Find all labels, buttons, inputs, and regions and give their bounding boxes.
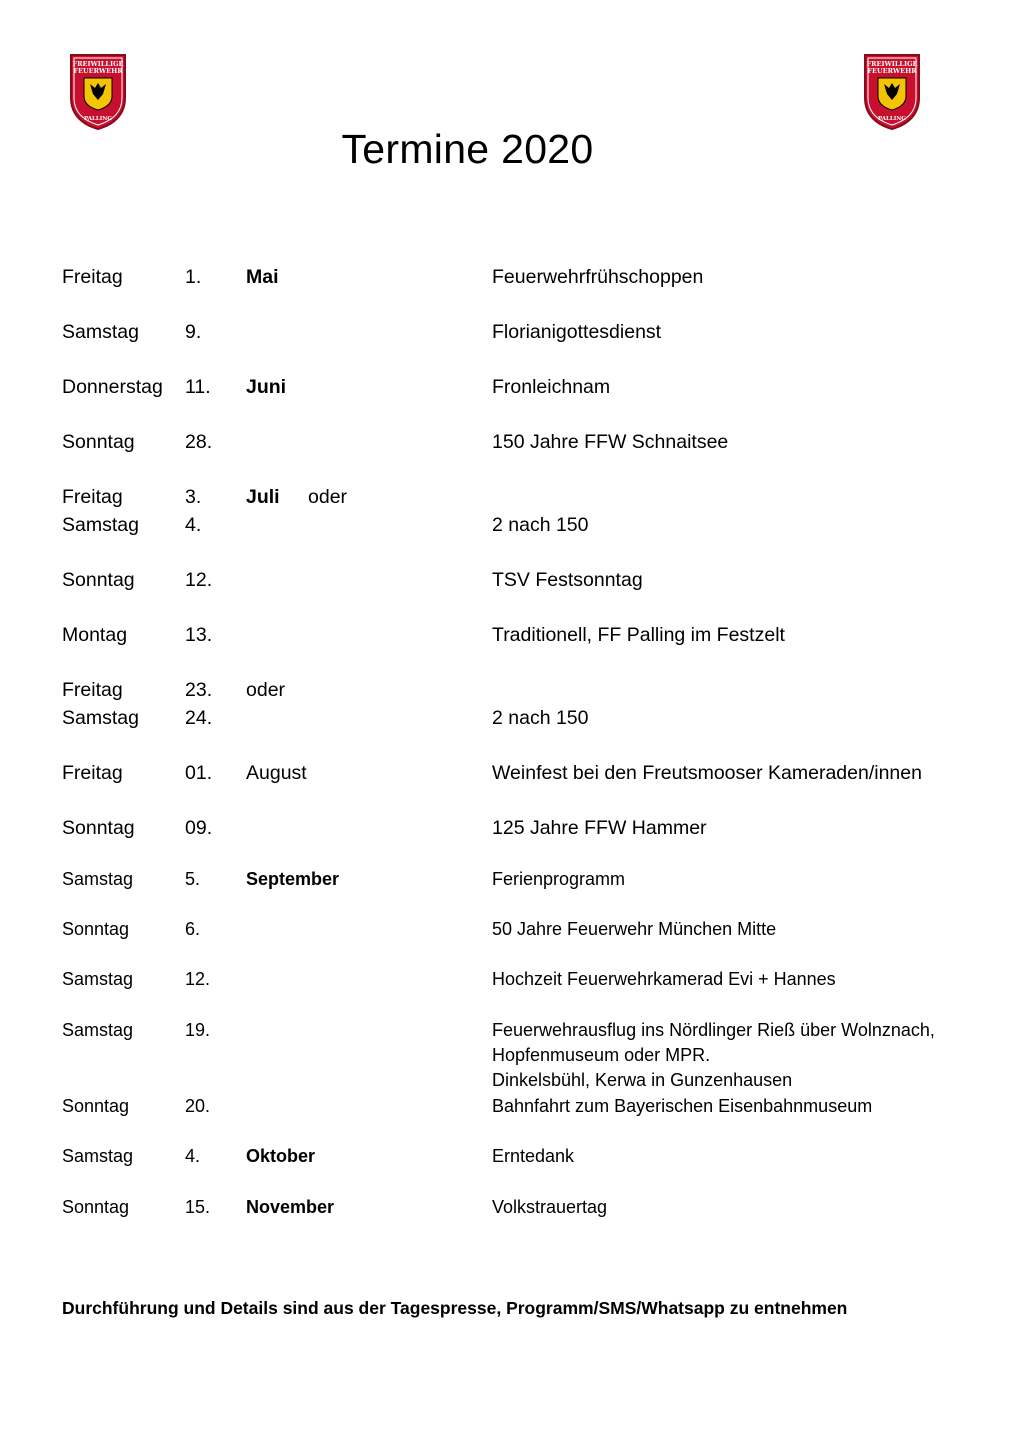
weekday-label: Samstag xyxy=(62,969,134,989)
date-number: 5. xyxy=(185,869,201,889)
schedule-row xyxy=(0,1070,1017,1098)
date-number: 19. xyxy=(185,1020,211,1040)
month-label: Mai xyxy=(246,266,279,288)
date-number: 11. xyxy=(185,376,211,398)
weekday-label: Samstag xyxy=(62,1146,134,1166)
date-number: 09. xyxy=(185,817,213,839)
weekday-label: Freitag xyxy=(62,762,123,784)
weekday-label: Sonntag xyxy=(62,1096,130,1116)
schedule-row xyxy=(0,321,1017,349)
date-number: 4. xyxy=(185,514,202,536)
alternative-label: oder xyxy=(308,486,348,508)
fire-department-logo-left xyxy=(68,52,128,130)
date-number: 28. xyxy=(185,431,213,453)
weekday-label: Sonntag xyxy=(62,431,135,453)
event-label: Feuerwehrausflug ins Nördlinger Rieß über Wolnznach, xyxy=(492,1020,935,1040)
event-label: TSV Festsonntag xyxy=(492,569,643,591)
svg-text:FREIWILLIGE: FREIWILLIGE xyxy=(72,60,124,68)
date-number: 4. xyxy=(185,1146,201,1166)
month-label: Oktober xyxy=(246,1146,316,1166)
month-label: Juli xyxy=(246,486,280,508)
event-label: 125 Jahre FFW Hammer xyxy=(492,817,707,839)
schedule-row xyxy=(0,514,1017,542)
month-label: November xyxy=(246,1197,335,1217)
event-label: Florianigottesdienst xyxy=(492,321,662,343)
weekday-label: Samstag xyxy=(62,707,139,729)
schedule-row xyxy=(0,486,1017,514)
weekday-label: Sonntag xyxy=(62,919,130,939)
schedule-row xyxy=(0,817,1017,845)
date-number: 01. xyxy=(185,762,213,784)
schedule-row xyxy=(0,679,1017,707)
month-label: September xyxy=(246,869,340,889)
event-label: Weinfest bei den Freutsmooser Kameraden/innen xyxy=(492,762,922,784)
weekday-label: Samstag xyxy=(62,321,139,343)
schedule-row xyxy=(0,869,1017,897)
date-number: 12. xyxy=(185,569,213,591)
event-label: Ferienprogramm xyxy=(492,869,626,889)
date-number: 9. xyxy=(185,321,202,343)
event-label: 50 Jahre Feuerwehr München Mitte xyxy=(492,919,777,939)
schedule-row xyxy=(0,969,1017,997)
event-label: Traditionell, FF Palling im Festzelt xyxy=(492,624,785,646)
weekday-label: Sonntag xyxy=(62,817,135,839)
date-number: 20. xyxy=(185,1096,211,1116)
weekday-label: Sonntag xyxy=(62,569,135,591)
svg-text:FEUERWEHR: FEUERWEHR xyxy=(867,67,917,75)
schedule-row xyxy=(0,266,1017,294)
schedule-row xyxy=(0,1146,1017,1174)
event-label: Bahnfahrt zum Bayerischen Eisenbahnmuseum xyxy=(492,1096,873,1116)
event-label: 150 Jahre FFW Schnaitsee xyxy=(492,431,729,453)
page-title: Termine 2020 xyxy=(341,126,594,172)
month-label: August xyxy=(246,762,307,784)
svg-text:FREIWILLIGE: FREIWILLIGE xyxy=(866,60,918,68)
date-number: 6. xyxy=(185,919,201,939)
date-number: 15. xyxy=(185,1197,211,1217)
schedule-row xyxy=(0,431,1017,459)
svg-text:FEUERWEHR: FEUERWEHR xyxy=(73,67,123,75)
event-label: 2 nach 150 xyxy=(492,707,589,729)
schedule-row xyxy=(0,376,1017,404)
date-number: 3. xyxy=(185,486,202,508)
weekday-label: Samstag xyxy=(62,869,134,889)
fire-department-logo-right xyxy=(862,52,922,130)
event-label: Erntedank xyxy=(492,1146,575,1166)
weekday-label: Samstag xyxy=(62,1020,134,1040)
schedule-row xyxy=(0,1020,1017,1048)
event-label: Volkstrauertag xyxy=(492,1197,608,1217)
footer-note: Durchführung und Details sind aus der Tagespresse, Programm/SMS/Whatsapp zu entnehmen xyxy=(62,1298,848,1318)
event-label: Dinkelsbühl, Kerwa in Gunzenhausen xyxy=(492,1070,793,1090)
date-number: 1. xyxy=(185,266,202,288)
month-label: oder xyxy=(246,679,286,701)
schedule-row xyxy=(0,624,1017,652)
svg-text:PALLING: PALLING xyxy=(877,116,907,122)
weekday-label: Freitag xyxy=(62,266,123,288)
date-number: 23. xyxy=(185,679,213,701)
date-number: 12. xyxy=(185,969,211,989)
schedule-row xyxy=(0,707,1017,735)
event-label: 2 nach 150 xyxy=(492,514,589,536)
svg-text:PALLING: PALLING xyxy=(83,116,113,122)
event-label: Feuerwehrfrühschoppen xyxy=(492,266,704,288)
date-number: 24. xyxy=(185,707,213,729)
schedule-row xyxy=(0,569,1017,597)
month-label: Juni xyxy=(246,376,287,398)
weekday-label: Donnerstag xyxy=(62,376,163,398)
event-label: Hochzeit Feuerwehrkamerad Evi + Hannes xyxy=(492,969,836,989)
schedule-row xyxy=(0,919,1017,947)
weekday-label: Samstag xyxy=(62,514,139,536)
schedule-row xyxy=(0,1045,1017,1073)
schedule-row xyxy=(0,1197,1017,1225)
schedule-row xyxy=(0,1096,1017,1124)
weekday-label: Freitag xyxy=(62,679,123,701)
date-number: 13. xyxy=(185,624,213,646)
weekday-label: Freitag xyxy=(62,486,123,508)
weekday-label: Montag xyxy=(62,624,128,646)
event-label: Fronleichnam xyxy=(492,376,611,398)
schedule-row xyxy=(0,762,1017,790)
weekday-label: Sonntag xyxy=(62,1197,130,1217)
event-label: Hopfenmuseum oder MPR. xyxy=(492,1045,711,1065)
